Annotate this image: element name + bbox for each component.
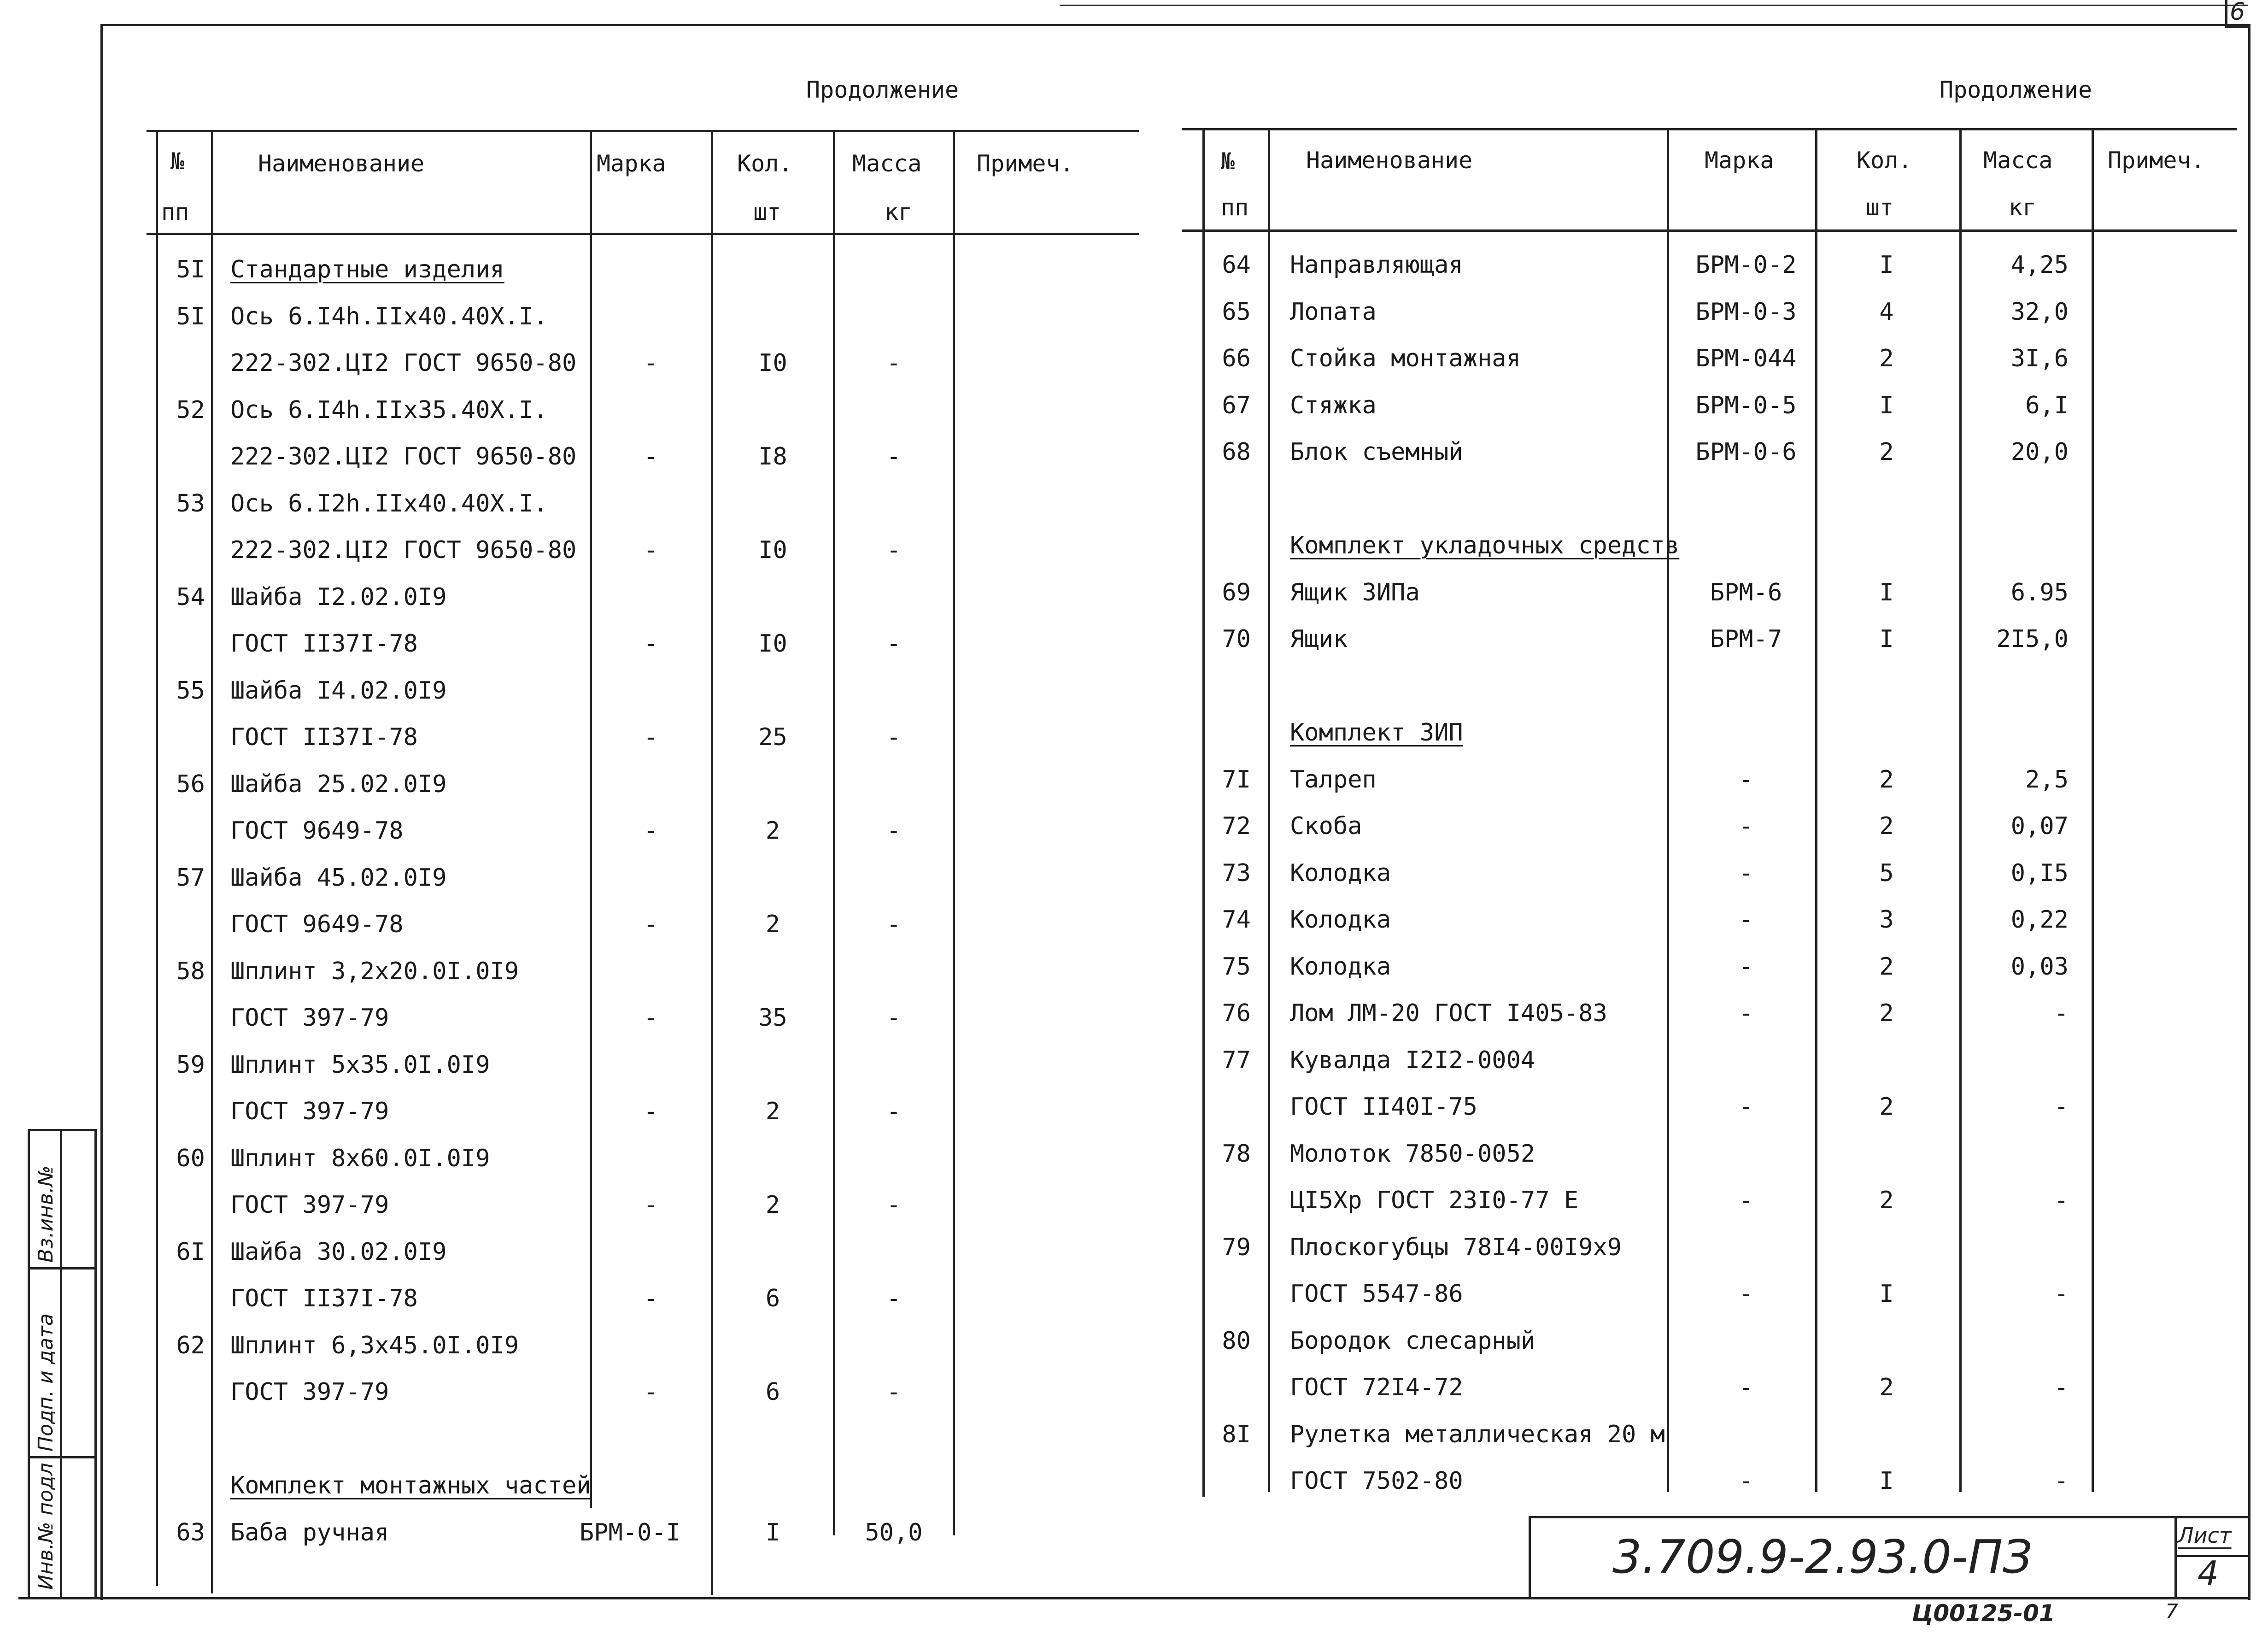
right-table-row-19-name: Молоток 7850-0052 — [1290, 1140, 1535, 1168]
right-table-row-24-name: ГОСТ 72I4-72 — [1290, 1374, 1463, 1401]
right-table-row-26-mark: - — [1739, 1467, 1753, 1495]
side-stamp-divider — [60, 1129, 62, 1597]
right-table-row-1-mass: 32,0 — [2010, 298, 2069, 326]
right-table-row-23-name: Бородок слесарный — [1290, 1327, 1535, 1355]
left-table-row-13-name: Шайба 45.02.0I9 — [230, 864, 447, 892]
left-table-row-4-name: 222-302.ЦI2 ГОСТ 9650-80 — [230, 443, 577, 470]
right-table-row-16-num: 76 — [1222, 999, 1251, 1027]
right-table-row-12-qty: 2 — [1879, 812, 1894, 840]
left-table-row-17-num: 59 — [176, 1051, 205, 1079]
left-table-row-8-mark: - — [643, 630, 658, 658]
left-col-sep-1 — [211, 130, 213, 1593]
left-table-row-20-mark: - — [643, 1191, 658, 1219]
right-table-row-2-qty: 2 — [1879, 345, 1894, 372]
right-table-row-21-name: Плоскогубцы 78I4-00I9x9 — [1290, 1233, 1622, 1261]
right-table-row-12-num: 72 — [1222, 812, 1251, 840]
left-table-row-17-name: Шплинт 5x35.0I.0I9 — [230, 1051, 490, 1079]
right-table-row-11-qty: 2 — [1879, 765, 1894, 793]
left-table-row-21-num: 6I — [176, 1238, 205, 1266]
right-table-row-10-name: Комплект ЗИП — [1290, 719, 1463, 746]
left-table-row-9-num: 55 — [176, 676, 205, 705]
left-table-row-14-name: ГОСТ 9649-78 — [230, 911, 404, 938]
right-table-row-1-num: 65 — [1222, 298, 1251, 326]
left-hdr-qty2: шт — [753, 199, 781, 225]
left-table-row-20-qty: 2 — [765, 1191, 780, 1219]
left-table-row-12-mark: - — [643, 817, 658, 845]
right-table-row-21-num: 79 — [1222, 1233, 1251, 1261]
list-label: Лист — [2178, 1523, 2232, 1548]
left-table-row-27-mark: БРМ-0-I — [579, 1518, 681, 1546]
left-table-row-10-qty: 25 — [758, 723, 787, 751]
right-table-row-18-mark: - — [1739, 1093, 1753, 1121]
left-table-row-0-num: 5I — [176, 256, 205, 283]
right-table-row-14-num: 74 — [1222, 906, 1251, 934]
left-table-row-22-mark: - — [643, 1285, 658, 1312]
left-table-row-4-mark: - — [643, 443, 658, 470]
right-table-row-8-mass: 2I5,0 — [1996, 625, 2069, 653]
right-table-row-1-qty: 4 — [1879, 298, 1894, 326]
left-col-sep-4 — [833, 130, 835, 1535]
right-table-row-7-qty: I — [1879, 578, 1894, 606]
left-table-row-27-mass: 50,0 — [865, 1518, 923, 1546]
left-table-row-16-mark: - — [643, 1004, 658, 1032]
right-table-row-7-mass: 6.95 — [2010, 578, 2069, 606]
left-table-row-7-num: 54 — [176, 583, 205, 611]
left-col-sep-3 — [711, 130, 713, 1595]
left-table-row-8-qty: I0 — [758, 630, 787, 658]
right-table-row-25-name: Рулетка металлическая 20 м — [1290, 1420, 1665, 1448]
right-table-row-15-mark: - — [1739, 952, 1753, 981]
left-table-row-18-mass: - — [886, 1098, 901, 1125]
left-table-row-18-mark: - — [643, 1098, 658, 1125]
right-table-row-13-qty: 5 — [1879, 859, 1894, 887]
left-table-row-10-name: ГОСТ II37I-78 — [230, 723, 418, 751]
right-table-row-0-mark: БРМ-0-2 — [1695, 251, 1797, 279]
left-table-row-2-mark: - — [643, 349, 658, 377]
left-table-row-8-name: ГОСТ II37I-78 — [230, 630, 418, 658]
right-header-top — [1182, 128, 2237, 130]
top-edge-line — [1060, 5, 2248, 6]
left-table-row-20-mass: - — [886, 1191, 901, 1219]
right-table-row-22-name: ГОСТ 5547-86 — [1290, 1280, 1463, 1308]
right-table-row-24-qty: 2 — [1879, 1374, 1894, 1401]
left-table-row-13-num: 57 — [176, 864, 205, 892]
left-hdr-name: Наименование — [258, 150, 425, 177]
left-table-row-24-name: ГОСТ 397-79 — [230, 1378, 389, 1406]
right-table-row-6-name: Комплект укладочных средств — [1290, 532, 1680, 559]
left-hdr-num2: пп — [161, 199, 189, 225]
right-table-row-8-num: 70 — [1222, 625, 1251, 653]
left-table-row-2-mass: - — [886, 349, 901, 377]
right-table-row-20-name: ЦI5Хр ГОСТ 23I0-77 Е — [1290, 1187, 1579, 1214]
left-header-bottom — [147, 233, 1139, 235]
side-stamp-vzam-inv: Вз.инв.№ — [34, 1165, 58, 1263]
right-table-row-17-name: Кувалда I2I2-0004 — [1290, 1046, 1535, 1074]
left-table-row-22-mass: - — [886, 1285, 901, 1312]
right-table-row-1-name: Лопата — [1290, 298, 1377, 326]
right-table-row-4-num: 68 — [1222, 438, 1251, 466]
left-table-row-7-name: Шайба I2.02.0I9 — [230, 583, 447, 611]
right-table-row-8-qty: I — [1879, 625, 1894, 653]
left-hdr-note: Примеч. — [977, 150, 1074, 177]
right-table-row-19-num: 78 — [1222, 1140, 1251, 1168]
right-table-row-15-name: Колодка — [1290, 952, 1391, 981]
right-table-row-25-num: 8I — [1222, 1420, 1251, 1448]
right-hdr-name: Наименование — [1306, 147, 1473, 174]
right-table-row-3-num: 67 — [1222, 391, 1251, 419]
right-table-row-4-name: Блок съемный — [1290, 438, 1463, 466]
right-continuation: Продолжение — [1940, 76, 2092, 103]
left-hdr-num: № — [170, 148, 185, 175]
right-table-row-3-name: Стяжка — [1290, 391, 1377, 419]
right-table-row-18-mass: - — [2054, 1093, 2069, 1121]
right-table-row-2-mass: 3I,6 — [2010, 345, 2069, 372]
left-table-row-24-qty: 6 — [765, 1378, 780, 1406]
left-table-row-20-name: ГОСТ 397-79 — [230, 1191, 389, 1219]
inventory-number: Ц00125-01 — [1912, 1600, 2055, 1627]
left-table-row-5-name: Ось 6.I2h.IIx40.40X.I. — [230, 489, 548, 517]
right-table-row-12-name: Скоба — [1290, 812, 1362, 840]
left-table-row-14-qty: 2 — [765, 911, 780, 938]
right-table-row-14-mass: 0,22 — [2010, 906, 2069, 934]
right-header-bottom — [1182, 229, 2237, 232]
left-hdr-qty: Кол. — [737, 150, 793, 177]
right-table-row-22-qty: I — [1879, 1280, 1894, 1308]
left-table-row-16-mass: - — [886, 1004, 901, 1032]
right-table-row-12-mark: - — [1739, 812, 1753, 840]
left-table-row-16-qty: 35 — [758, 1004, 787, 1032]
right-table-row-0-name: Направляющая — [1290, 251, 1463, 279]
right-table-row-24-mass: - — [2054, 1374, 2069, 1401]
right-table-row-22-mark: - — [1739, 1280, 1753, 1308]
left-table-row-19-num: 60 — [176, 1144, 205, 1172]
right-col-sep-1 — [1268, 128, 1270, 1492]
right-table-row-11-num: 7I — [1222, 765, 1251, 793]
left-table-row-27-qty: I — [765, 1518, 780, 1546]
right-table-row-13-mass: 0,I5 — [2010, 859, 2069, 887]
right-table-row-16-qty: 2 — [1879, 999, 1894, 1027]
frame-left — [100, 24, 103, 1600]
right-table-row-26-name: ГОСТ 7502-80 — [1290, 1467, 1463, 1495]
left-table-row-12-mass: - — [886, 817, 901, 845]
left-table-row-2-qty: I0 — [758, 349, 787, 377]
left-hdr-mass2: кг — [885, 199, 913, 225]
left-table-row-22-name: ГОСТ II37I-78 — [230, 1285, 418, 1312]
right-table-row-26-mass: - — [2054, 1467, 2069, 1495]
left-table-row-22-qty: 6 — [765, 1285, 780, 1312]
right-col-sep-5 — [2092, 128, 2094, 1492]
left-table-row-24-mass: - — [886, 1378, 901, 1406]
right-table-row-2-mark: БРМ-044 — [1695, 345, 1797, 372]
side-stamp-sep-1 — [28, 1267, 94, 1270]
left-table-row-15-num: 58 — [176, 957, 205, 985]
right-table-row-4-qty: 2 — [1879, 438, 1894, 466]
left-table-row-12-qty: 2 — [765, 817, 780, 845]
left-table-row-16-name: ГОСТ 397-79 — [230, 1004, 389, 1032]
left-table-row-6-qty: I0 — [758, 536, 787, 564]
right-table-row-24-mark: - — [1739, 1374, 1753, 1401]
left-col-sep-5 — [953, 130, 955, 1535]
right-table-row-2-num: 66 — [1222, 345, 1251, 372]
left-table-row-18-name: ГОСТ 397-79 — [230, 1098, 389, 1125]
right-table-row-18-qty: 2 — [1879, 1093, 1894, 1121]
left-continuation: Продолжение — [806, 76, 959, 103]
left-table-row-18-qty: 2 — [765, 1098, 780, 1125]
left-table-row-2-name: 222-302.ЦI2 ГОСТ 9650-80 — [230, 349, 577, 377]
left-table-row-21-name: Шайба 30.02.0I9 — [230, 1238, 447, 1266]
right-hdr-mass: Масса — [1983, 147, 2053, 174]
left-table-row-12-name: ГОСТ 9649-78 — [230, 817, 404, 845]
right-table-row-23-num: 80 — [1222, 1327, 1251, 1355]
right-table-row-14-name: Колодка — [1290, 906, 1391, 934]
right-table-row-8-mark: БРМ-7 — [1710, 625, 1782, 653]
left-table-row-15-name: Шплинт 3,2x20.0I.0I9 — [230, 957, 519, 985]
left-table-row-3-num: 52 — [176, 396, 205, 424]
left-table-row-1-num: 5I — [176, 302, 205, 330]
left-table-row-4-qty: I8 — [758, 443, 787, 470]
left-table-row-6-name: 222-302.ЦI2 ГОСТ 9650-80 — [230, 536, 577, 564]
side-stamp-inv-podl: Инв.№ подл — [34, 1463, 58, 1590]
corner-number: 6 — [2230, 0, 2245, 26]
right-table-row-2-name: Стойка монтажная — [1290, 345, 1521, 372]
left-table-row-23-num: 62 — [176, 1331, 205, 1359]
right-table-row-0-mass: 4,25 — [2010, 251, 2069, 279]
left-table-row-27-num: 63 — [176, 1518, 205, 1546]
right-table-row-8-name: Ящик — [1290, 625, 1348, 653]
right-table-row-0-qty: I — [1879, 251, 1894, 279]
side-stamp-podp-data: Подп. и дата — [34, 1313, 58, 1452]
right-table-row-3-mass: 6,I — [2025, 391, 2069, 419]
right-table-row-13-num: 73 — [1222, 859, 1251, 887]
right-table-row-4-mass: 20,0 — [2010, 438, 2069, 466]
right-hdr-num2: пп — [1221, 194, 1249, 221]
bottom-number: 7 — [2165, 1600, 2178, 1623]
right-table-row-4-mark: БРМ-0-6 — [1695, 438, 1797, 466]
right-table-row-16-name: Лом ЛМ-20 ГОСТ I405-83 — [1290, 999, 1607, 1027]
right-table-row-13-name: Колодка — [1290, 859, 1391, 887]
left-table-row-11-name: Шайба 25.02.0I9 — [230, 770, 447, 798]
right-table-row-15-mass: 0,03 — [2010, 952, 2069, 981]
right-hdr-mass2: кг — [2009, 194, 2037, 221]
left-table-row-27-name: Баба ручная — [230, 1518, 389, 1546]
left-table-row-6-mass: - — [886, 536, 901, 564]
left-table-row-6-mark: - — [643, 536, 658, 564]
right-table-row-14-mark: - — [1739, 906, 1753, 934]
right-table-row-3-qty: I — [1879, 391, 1894, 419]
left-table-row-19-name: Шплинт 8x60.0I.0I9 — [230, 1144, 490, 1172]
left-hdr-mark: Марка — [597, 150, 666, 177]
left-table-row-10-mark: - — [643, 723, 658, 751]
right-table-row-7-name: Ящик ЗИПа — [1290, 578, 1420, 606]
right-hdr-qty: Кол. — [1857, 147, 1912, 174]
left-table-row-26-name: Комплект монтажных частей — [230, 1472, 591, 1499]
right-table-row-16-mark: - — [1739, 999, 1753, 1027]
frame-right — [2248, 24, 2250, 1600]
right-table-row-3-mark: БРМ-0-5 — [1695, 391, 1797, 419]
right-table-row-20-mark: - — [1739, 1187, 1753, 1214]
right-table-row-15-num: 75 — [1222, 952, 1251, 981]
right-table-row-20-mass: - — [2054, 1187, 2069, 1214]
left-table-row-3-name: Ось 6.I4h.IIx35.40X.I. — [230, 396, 548, 424]
right-hdr-note: Примеч. — [2108, 147, 2205, 174]
right-table-row-20-qty: 2 — [1879, 1187, 1894, 1214]
right-table-row-13-mark: - — [1739, 859, 1753, 887]
right-table-row-15-qty: 2 — [1879, 952, 1894, 981]
right-table-row-0-num: 64 — [1222, 251, 1251, 279]
left-table-row-11-num: 56 — [176, 770, 205, 798]
left-table-row-14-mass: - — [886, 911, 901, 938]
left-table-row-4-mass: - — [886, 443, 901, 470]
right-table-row-16-mass: - — [2054, 999, 2069, 1027]
left-table-row-23-name: Шплинт 6,3x45.0I.0I9 — [230, 1331, 519, 1359]
list-number: 4 — [2198, 1554, 2219, 1593]
right-hdr-mark: Марка — [1705, 147, 1774, 174]
right-table-row-11-mass: 2,5 — [2025, 765, 2069, 793]
frame-top — [101, 24, 2248, 26]
right-table-row-11-mark: - — [1739, 765, 1753, 793]
right-hdr-qty2: шт — [1866, 194, 1894, 221]
left-table-row-9-name: Шайба I4.02.0I9 — [230, 676, 447, 705]
right-table-row-14-qty: 3 — [1879, 906, 1894, 934]
right-table-row-1-mark: БРМ-0-3 — [1695, 298, 1797, 326]
right-col-sep-4 — [1959, 128, 1962, 1492]
right-table-row-17-num: 77 — [1222, 1046, 1251, 1074]
left-header-top — [147, 130, 1139, 132]
right-table-row-18-name: ГОСТ II40I-75 — [1290, 1093, 1477, 1121]
left-table-row-24-mark: - — [643, 1378, 658, 1406]
left-table-row-14-mark: - — [643, 911, 658, 938]
right-table-row-11-name: Талреп — [1290, 765, 1377, 793]
left-table-row-0-name: Стандартные изделия — [230, 256, 504, 283]
left-table-row-5-num: 53 — [176, 489, 205, 517]
right-hdr-num: № — [1221, 148, 1235, 175]
left-table-row-1-name: Ось 6.I4h.IIx40.40X.I. — [230, 302, 548, 330]
side-stamp-sep-2 — [28, 1456, 94, 1458]
right-table-row-7-mark: БРМ-6 — [1710, 578, 1782, 606]
left-col-edge — [156, 130, 158, 1586]
drawing-code: 3.709.9-2.93.0-ПЗ — [1612, 1530, 2033, 1584]
right-table-row-7-num: 69 — [1222, 578, 1251, 606]
right-table-row-12-mass: 0,07 — [2010, 812, 2069, 840]
left-table-row-8-mass: - — [886, 630, 901, 658]
left-hdr-mass: Масса — [852, 150, 922, 177]
right-table-row-22-mass: - — [2054, 1280, 2069, 1308]
right-table-row-26-qty: I — [1879, 1467, 1894, 1495]
left-table-row-10-mass: - — [886, 723, 901, 751]
